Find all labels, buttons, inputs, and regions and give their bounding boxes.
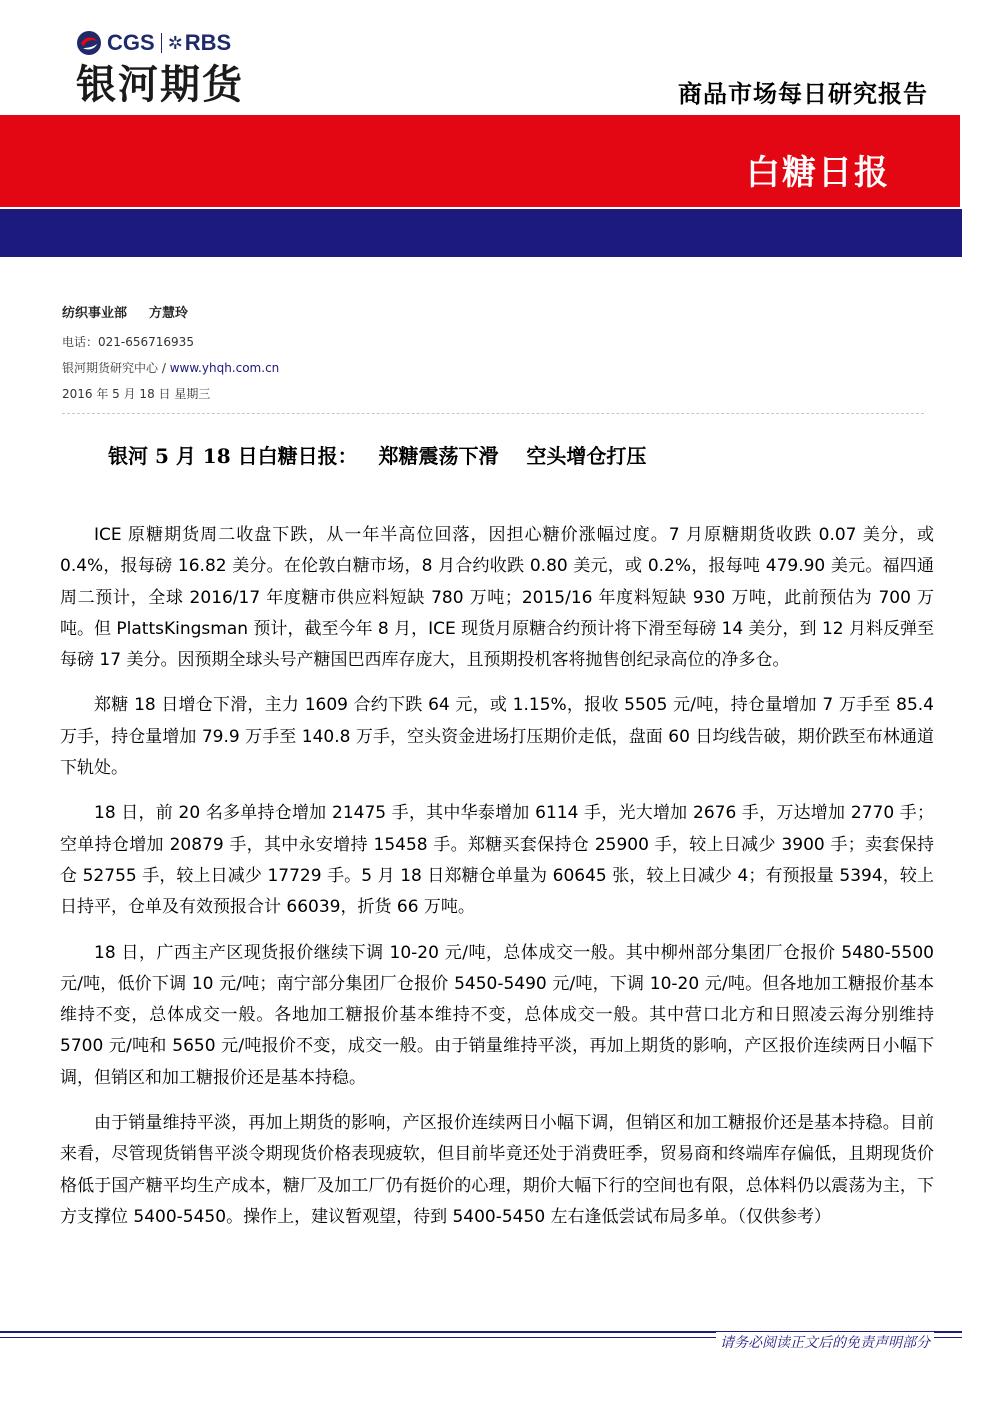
logo-separator xyxy=(161,33,162,53)
org-separator: / xyxy=(161,361,166,375)
org-line xyxy=(62,355,279,381)
author-department: 纺织事业部 xyxy=(62,306,128,321)
author-name: 方慧玲 xyxy=(149,306,189,321)
paragraph-4: 18 日，广西主产区现货报价继续下调 10-20 元/吨，总体成交一般。其中柳州部分集团厂仓报价 5480-5500 元/吨，低价下调 10 元/吨；南宁部分集团厂仓报价 5450-5490 元/吨，下调 10-20 元/吨。但各地加工糖报价基本维持不变，总体成交一般。各地加工糖报价基本维持不变，总体成交一般。其中营口北方和日照凌云海分别维持 5700 元/吨和 5650 元/吨报价不变，成交一般。由于销量维持平淡，再加上期货的影响，产区报价连续两日小幅下调，但销区和加工糖报价还是基本持稳。 xyxy=(60,942,934,1088)
paragraph-2: 郑糖 18 日增仓下滑，主力 1609 合约下跌 64 元，或 1.15%，报收 5505 元/吨，持仓量增加 7 万手至 85.4 万手，持仓量增加 79.9 万手至 140.8 万手，空头资金进场打压期价走低，盘面 60 日均线告破，期价跌至布林通道下轨处。 xyxy=(60,695,934,779)
paragraph-1: ICE 原糖期货周二收盘下跌，从一年半高位回落，因担心糖价涨幅过度。7 月原糖期货收跌 0.07 美分，或 0.4%，报每磅 16.82 美分。在伦敦白糖市场，8 月合约收跌 0.80 美元，或 0.2%，报每吨 479.90 美元。福四通周二预计，全球 2016/17 年度糖市供应料短缺 780 万吨；2015/16 年度料短缺 930 万吨，此前预估为 700 万吨。但 PlattsKingsman 预计，截至今年 8 月，ICE 现货月原糖合约预计将下滑至每磅 14 美分，到 12 月料反弹至每磅 17 美分。因预期全球头号产糖国巴西库存庞大，且预期投机客将抛售创纪录高位的净多仓。 xyxy=(60,525,934,671)
logo-chinese-name: 银河期货 xyxy=(76,62,244,108)
banner-title: 白糖日报 xyxy=(746,153,890,193)
rbs-mark-icon: ✲ xyxy=(167,32,183,54)
author-block xyxy=(62,302,279,407)
report-date: 2016 年 5 月 18 日 星期三 xyxy=(62,387,211,401)
logo-brand-cgs: CGS xyxy=(107,30,155,55)
logo-top-row xyxy=(76,28,276,58)
report-type-title: 商品市场每日研究报告 xyxy=(678,80,928,108)
website-link[interactable]: www.yhqh.com.cn xyxy=(169,361,280,375)
divider xyxy=(62,413,924,414)
logo-brand-rbs: RBS xyxy=(184,30,232,55)
cgs-swirl-icon xyxy=(76,30,102,56)
blue-banner xyxy=(0,209,962,257)
disclaimer-note: 请务必阅读正文后的免责声明部分 xyxy=(716,1332,934,1352)
paragraph-5: 由于销量维持平淡，再加上期货的影响，产区报价连续两日小幅下调，但销区和加工糖报价还是基本持稳。目前来看，尽管现货销售平淡令期现货价格表现疲软，但目前毕竟还处于消费旺季，贸易商和终端库存偏低，且期现货价格低于国产糖平均生产成本，糖厂及加工厂仍有挺价的心理，期价大幅下行的空间也有限，总体料仍以震荡为主，下方支撑位 5400-5450。操作上，建议暂观望，待到 5400-5450 左右逢低尝试布局多单。（仅供参考） xyxy=(60,1113,934,1227)
author-phone: 电话：021-656716935 xyxy=(62,335,194,349)
red-banner xyxy=(0,115,960,207)
company-logo xyxy=(76,28,276,118)
author-line xyxy=(62,302,279,321)
org-name: 银河期货研究中心 xyxy=(62,361,159,375)
article-body xyxy=(60,520,934,1247)
article-title: 银河 5 月 18 日白糖日报： 郑糖震荡下滑 空头增仓打压 xyxy=(108,444,647,468)
paragraph-3: 18 日，前 20 名多单持仓增加 21475 手，其中华泰增加 6114 手，光大增加 2676 手，万达增加 2770 手；空单持仓增加 20879 手，其中永安增持 15458 手。郑糖买套保持仓 25900 手，较上日减少 3900 手；卖套保持仓 52755 手，较上日减少 17729 手。5 月 18 日郑糖仓单量为 60645 张，较上日减少 4；有预报量 5394，较上日持平，仓单及有效预报合计 66039，折货 66 万吨。 xyxy=(60,803,934,918)
